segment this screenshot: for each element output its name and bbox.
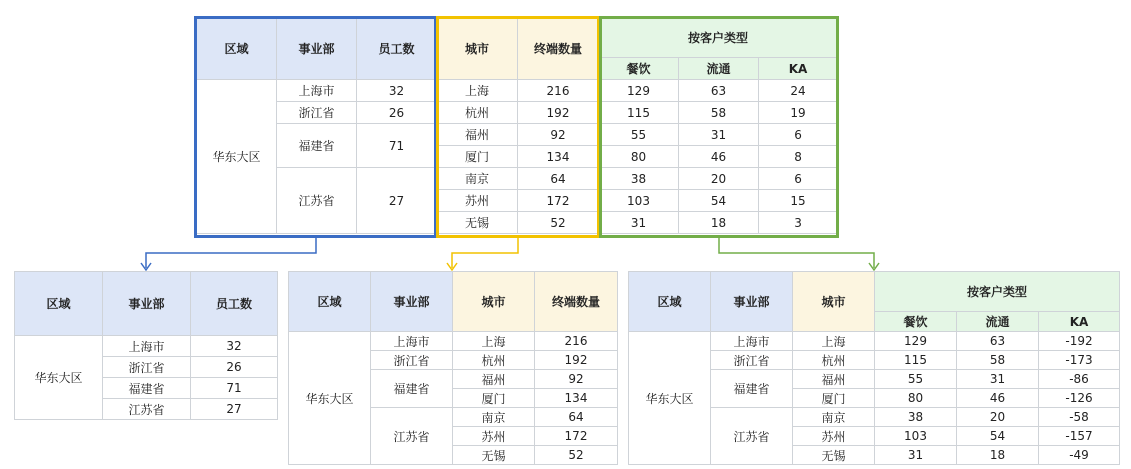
- catering-cell: 31: [599, 212, 679, 234]
- header-employees: 员工数: [191, 272, 278, 336]
- circulation-cell: 20: [957, 408, 1039, 427]
- header-city: 城市: [437, 18, 518, 80]
- city-cell: 厦门: [437, 146, 518, 168]
- catering-cell: 80: [599, 146, 679, 168]
- employees-cell: 26: [357, 102, 437, 124]
- catering-cell: 38: [875, 408, 957, 427]
- catering-cell: 55: [875, 370, 957, 389]
- division-cell: 福建省: [103, 378, 191, 399]
- header-terminals: 终端数量: [518, 18, 599, 80]
- header-division: 事业部: [103, 272, 191, 336]
- city-cell: 杭州: [793, 351, 875, 370]
- city-cell: 杭州: [453, 351, 535, 370]
- division-cell: 福建省: [371, 370, 453, 408]
- city-cell: 苏州: [793, 427, 875, 446]
- header-city: 城市: [793, 272, 875, 332]
- header-region: 区域: [629, 272, 711, 332]
- circulation-cell: 18: [679, 212, 759, 234]
- terminals-cell: 216: [535, 332, 618, 351]
- terminals-cell: 216: [518, 80, 599, 102]
- city-cell: 杭州: [437, 102, 518, 124]
- division-cell: 福建省: [711, 370, 793, 408]
- division-cell: 浙江省: [277, 102, 357, 124]
- circulation-cell: 31: [957, 370, 1039, 389]
- header-by-customer-type: 按客户类型: [599, 18, 838, 58]
- city-cell: 上海: [437, 80, 518, 102]
- terminal-table: [288, 271, 618, 465]
- terminals-cell: 134: [518, 146, 599, 168]
- city-cell: 无锡: [793, 446, 875, 465]
- city-cell: 无锡: [437, 212, 518, 234]
- employees-cell: 32: [357, 80, 437, 102]
- header-ka: KA: [1039, 312, 1120, 332]
- city-cell: 厦门: [793, 389, 875, 408]
- city-cell: 苏州: [453, 427, 535, 446]
- ka-cell: -173: [1039, 351, 1120, 370]
- city-cell: 厦门: [453, 389, 535, 408]
- employees-cell: 27: [191, 399, 278, 420]
- catering-cell: 38: [599, 168, 679, 190]
- division-cell: 江苏省: [277, 168, 357, 234]
- circulation-cell: 63: [679, 80, 759, 102]
- green-connector-line: [719, 238, 874, 268]
- ka-cell: 6: [759, 124, 838, 146]
- catering-cell: 80: [875, 389, 957, 408]
- region-cell: 华东大区: [289, 332, 371, 465]
- employees-cell: 71: [191, 378, 278, 399]
- terminals-cell: 172: [535, 427, 618, 446]
- customer-type-table: [628, 271, 1120, 465]
- employees-cell: 26: [191, 357, 278, 378]
- header-city: 城市: [453, 272, 535, 332]
- terminals-cell: 134: [535, 389, 618, 408]
- ka-cell: 19: [759, 102, 838, 124]
- header-division: 事业部: [371, 272, 453, 332]
- header-region: 区域: [289, 272, 371, 332]
- header-catering: 餐饮: [599, 58, 679, 80]
- header-division: 事业部: [277, 18, 357, 80]
- region-cell: 华东大区: [197, 80, 277, 234]
- circulation-cell: 46: [957, 389, 1039, 408]
- header-catering: 餐饮: [875, 312, 957, 332]
- employee-table: [14, 271, 278, 420]
- ka-cell: -58: [1039, 408, 1120, 427]
- catering-cell: 55: [599, 124, 679, 146]
- terminals-cell: 192: [518, 102, 599, 124]
- circulation-cell: 31: [679, 124, 759, 146]
- division-cell: 浙江省: [371, 351, 453, 370]
- header-employees: 员工数: [357, 18, 437, 80]
- division-cell: 上海市: [277, 80, 357, 102]
- ka-cell: 24: [759, 80, 838, 102]
- city-cell: 南京: [437, 168, 518, 190]
- region-cell: 华东大区: [629, 332, 711, 465]
- circulation-cell: 58: [679, 102, 759, 124]
- header-circulation: 流通: [957, 312, 1039, 332]
- region-cell: 华东大区: [15, 336, 103, 420]
- employees-cell: 71: [357, 124, 437, 168]
- division-cell: 江苏省: [103, 399, 191, 420]
- division-cell: 福建省: [277, 124, 357, 168]
- division-cell: 浙江省: [711, 351, 793, 370]
- ka-cell: 6: [759, 168, 838, 190]
- division-cell: 浙江省: [103, 357, 191, 378]
- terminals-cell: 92: [535, 370, 618, 389]
- terminals-cell: 52: [535, 446, 618, 465]
- catering-cell: 31: [875, 446, 957, 465]
- circulation-cell: 20: [679, 168, 759, 190]
- circulation-cell: 54: [679, 190, 759, 212]
- ka-cell: -49: [1039, 446, 1120, 465]
- catering-cell: 129: [875, 332, 957, 351]
- ka-cell: 3: [759, 212, 838, 234]
- circulation-cell: 58: [957, 351, 1039, 370]
- ka-cell: 8: [759, 146, 838, 168]
- city-cell: 无锡: [453, 446, 535, 465]
- header-region: 区域: [197, 18, 277, 80]
- ka-cell: 15: [759, 190, 838, 212]
- circulation-cell: 46: [679, 146, 759, 168]
- ka-cell: -157: [1039, 427, 1120, 446]
- city-cell: 南京: [453, 408, 535, 427]
- terminals-cell: 52: [518, 212, 599, 234]
- header-circulation: 流通: [679, 58, 759, 80]
- terminals-cell: 172: [518, 190, 599, 212]
- terminals-cell: 64: [518, 168, 599, 190]
- circulation-cell: 18: [957, 446, 1039, 465]
- header-terminals: 终端数量: [535, 272, 618, 332]
- city-cell: 上海: [453, 332, 535, 351]
- header-region: 区域: [15, 272, 103, 336]
- catering-cell: 115: [875, 351, 957, 370]
- terminals-cell: 92: [518, 124, 599, 146]
- yellow-connector-line: [452, 238, 518, 268]
- employees-cell: 27: [357, 168, 437, 234]
- city-cell: 上海: [793, 332, 875, 351]
- division-cell: 上海市: [103, 336, 191, 357]
- circulation-cell: 63: [957, 332, 1039, 351]
- ka-cell: -86: [1039, 370, 1120, 389]
- city-cell: 福州: [437, 124, 518, 146]
- catering-cell: 103: [875, 427, 957, 446]
- terminals-cell: 64: [535, 408, 618, 427]
- catering-cell: 129: [599, 80, 679, 102]
- division-cell: 江苏省: [371, 408, 453, 465]
- city-cell: 苏州: [437, 190, 518, 212]
- header-division: 事业部: [711, 272, 793, 332]
- ka-cell: -192: [1039, 332, 1120, 351]
- header-ka: KA: [759, 58, 838, 80]
- employees-cell: 32: [191, 336, 278, 357]
- terminals-cell: 192: [535, 351, 618, 370]
- blue-connector-line: [146, 238, 316, 268]
- circulation-cell: 54: [957, 427, 1039, 446]
- city-cell: 福州: [793, 370, 875, 389]
- city-cell: 福州: [453, 370, 535, 389]
- catering-cell: 103: [599, 190, 679, 212]
- header-by-customer-type: 按客户类型: [875, 272, 1120, 312]
- catering-cell: 115: [599, 102, 679, 124]
- division-cell: 江苏省: [711, 408, 793, 465]
- ka-cell: -126: [1039, 389, 1120, 408]
- division-cell: 上海市: [711, 332, 793, 351]
- city-cell: 南京: [793, 408, 875, 427]
- division-cell: 上海市: [371, 332, 453, 351]
